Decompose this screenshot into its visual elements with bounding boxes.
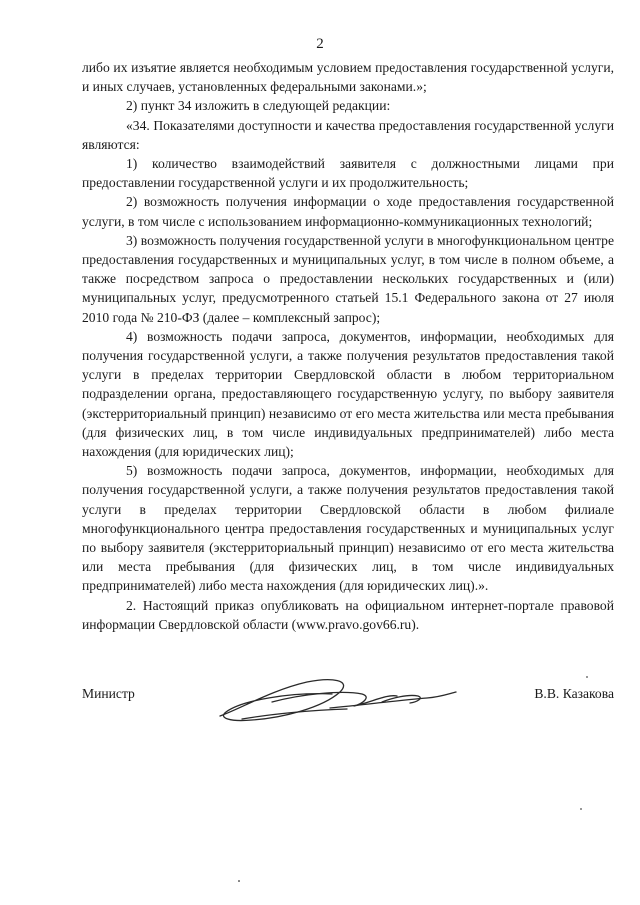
paragraph-amendment-item-2: 2) пункт 34 изложить в следующей редакции:: [126, 98, 391, 114]
signatory-title: Министр: [82, 686, 135, 701]
signatory-name: В.В. Казакова: [534, 686, 614, 701]
document-body: [82, 58, 614, 634]
paragraph-indicator-2: 2) возможность получения информации о ходе предоставления государственной услуги, в том числе с использованием информационно-коммуникационных технологий;: [82, 194, 614, 229]
scan-speck: [238, 880, 240, 882]
scan-speck: [586, 676, 588, 678]
paragraph-indicator-5: 5) возможность подачи запроса, документов, информации, необходимых для получения государственной услуги, а также получения результатов предоставления такой услуги в пределах территории Свердловской области в любом филиале многофункционального центра предоставления государственных и муниципальных услуг по выбору заявителя (экстерриториальный принцип) независимо от его места жительства или места пребывания (для физических лиц, в том числе индивидуальных предпринимателей) либо места нахождения (для юридических лиц).».: [82, 463, 614, 594]
paragraph-clause-34-intro: «34. Показателями доступности и качества предоставления государственной услуги являются:: [82, 117, 614, 152]
paragraph-indicator-3: 3) возможность получения государственной услуги в многофункциональном центре предоставления государственных и муниципальных услуг, в том числе в полном объеме, а также посредством запроса о предоставлении нескольких государственных и (или) муниципальных услуг, предусмотренного статьей 15.1 Федерального закона от 27 июля 2010 года № 210-ФЗ (далее – комплексный запрос);: [82, 232, 614, 325]
scan-speck: [580, 808, 582, 810]
page-number: 2: [316, 36, 324, 52]
paragraph-continuation: либо их изъятие является необходимым условием предоставления государственной услуги, и иных случаев, установленных федеральными законами.»;: [82, 60, 614, 95]
handwritten-signature: [212, 672, 472, 728]
paragraph-indicator-4: 4) возможность подачи запроса, документов, информации, необходимых для получения государственной услуги, а также получения результатов предоставления такой услуги в пределах территории Свердловской области в любом территориальном подразделении органа, предоставляющего государственную услугу, по выбору заявителя (экстерриториальный принцип) независимо от его места жительства или места пребывания (для физических лиц, в том числе индивидуальных предпринимателей) либо места нахождения (для юридических лиц);: [82, 328, 614, 460]
paragraph-publication-order: 2. Настоящий приказ опубликовать на официальном интернет-портале правовой информации Свердловской области (www.pravo.gov66.ru).: [82, 597, 614, 632]
paragraph-indicator-1: 1) количество взаимодействий заявителя с должностными лицами при предоставлении государственной услуги и их продолжительность;: [82, 156, 614, 191]
signature-block: [82, 682, 614, 722]
